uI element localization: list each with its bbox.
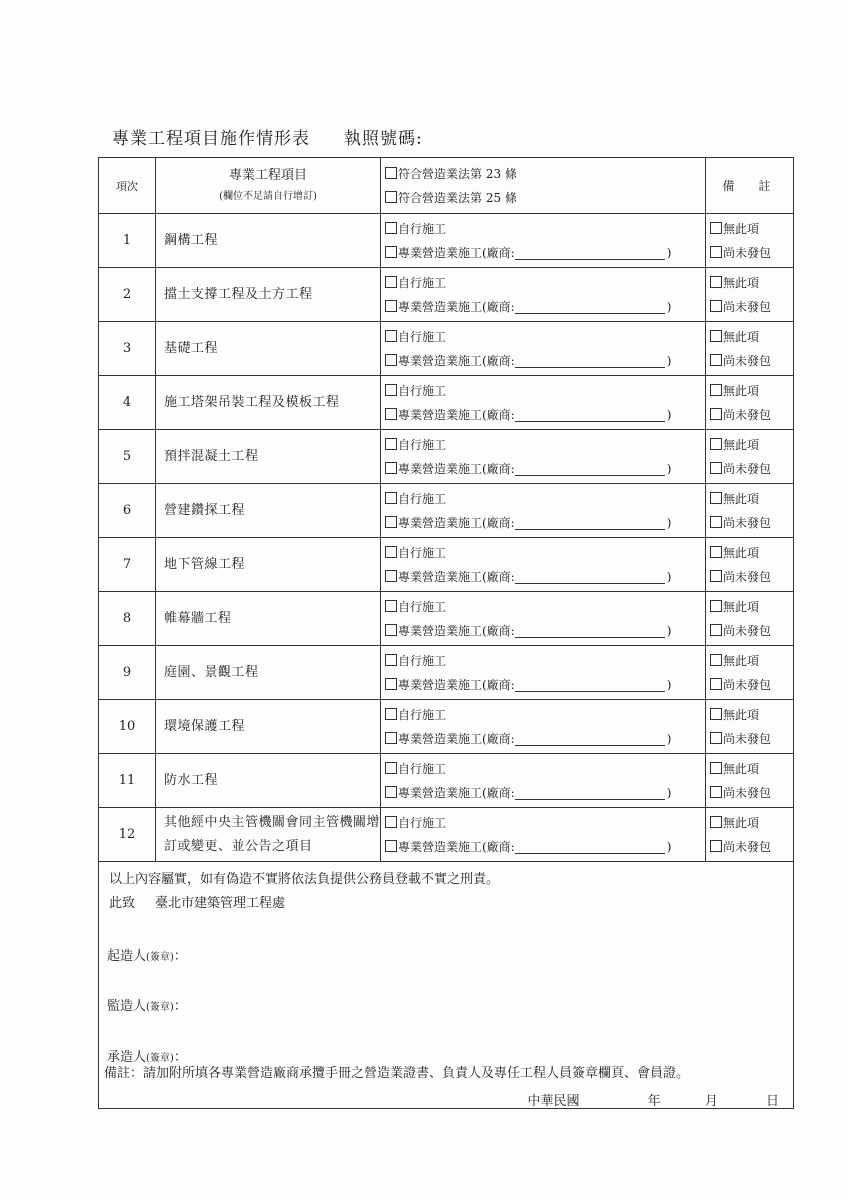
table-row <box>99 214 794 268</box>
not-contracted-label: 尚未發包 <box>723 569 772 584</box>
contractor-label: 專業營造業施工(廠商: <box>398 461 515 476</box>
header-remark: 備 註 <box>706 158 794 214</box>
contractor-label: 專業營造業施工(廠商: <box>398 677 515 692</box>
row-method-options <box>381 754 706 808</box>
row-remark-options <box>706 592 794 646</box>
no-item-option[interactable] <box>710 487 789 511</box>
owner-label: 起造人 <box>107 949 147 964</box>
row-item-name: 庭園、景觀工程 <box>156 646 381 700</box>
checkbox-icon[interactable] <box>710 462 722 474</box>
owner-seal-label: (簽章) <box>146 952 174 963</box>
checkbox-icon[interactable] <box>385 384 397 396</box>
no-item-label: 無此項 <box>723 383 760 398</box>
close-paren: ) <box>666 245 672 260</box>
not-contracted-label: 尚未發包 <box>723 515 772 530</box>
row-remark-options <box>706 700 794 754</box>
row-remark-options <box>706 214 794 268</box>
self-build-option[interactable] <box>385 487 701 511</box>
checkbox-icon[interactable] <box>710 570 722 582</box>
colon: ： <box>173 949 187 964</box>
row-number: 6 <box>99 484 156 538</box>
row-number: 8 <box>99 592 156 646</box>
close-paren: ) <box>666 299 672 314</box>
contractor-option[interactable] <box>385 835 701 859</box>
not-contracted-option[interactable] <box>710 403 789 427</box>
table-row <box>99 700 794 754</box>
table-row <box>99 538 794 592</box>
header-item-note: (欄位不足請自行增訂) <box>219 190 317 202</box>
vendor-name-field[interactable] <box>515 408 665 422</box>
contractor-option[interactable] <box>385 295 701 319</box>
checkbox-icon[interactable] <box>385 462 397 474</box>
row-method-options <box>381 700 706 754</box>
law-23-label: 符合營造業法第 23 條 <box>398 166 517 181</box>
checkbox-icon[interactable] <box>385 816 397 828</box>
addressee-prefix: 此致 <box>109 896 136 911</box>
close-paren: ) <box>666 731 672 746</box>
contractor-label: 專業營造業施工(廠商: <box>398 731 515 746</box>
not-contracted-option[interactable] <box>710 835 789 859</box>
law-23-option[interactable] <box>385 162 701 186</box>
not-contracted-label: 尚未發包 <box>723 731 772 746</box>
row-number: 12 <box>99 808 156 862</box>
checkbox-icon[interactable] <box>710 786 722 798</box>
table-row <box>99 754 794 808</box>
no-item-label: 無此項 <box>723 437 760 452</box>
close-paren: ) <box>666 785 672 800</box>
checkbox-icon[interactable] <box>385 570 397 582</box>
checkbox-icon[interactable] <box>710 300 722 312</box>
not-contracted-option[interactable] <box>710 781 789 805</box>
checkbox-icon[interactable] <box>385 191 397 203</box>
checkbox-icon[interactable] <box>385 546 397 558</box>
close-paren: ) <box>666 407 672 422</box>
self-build-label: 自行施工 <box>398 437 447 452</box>
checkbox-icon[interactable] <box>710 732 722 744</box>
no-item-option[interactable] <box>710 271 789 295</box>
row-remark-options <box>706 484 794 538</box>
row-remark-options <box>706 376 794 430</box>
contractor-label: 專業營造業施工(廠商: <box>398 515 515 530</box>
checkbox-icon[interactable] <box>710 222 722 234</box>
supervisor-seal-label: (簽章) <box>146 1002 174 1013</box>
row-item-name: 預拌混凝土工程 <box>156 430 381 484</box>
row-method-options <box>381 322 706 376</box>
date-day[interactable]: 日 <box>765 1094 779 1109</box>
addressee-line <box>109 892 285 911</box>
checkbox-icon[interactable] <box>385 246 397 258</box>
row-number: 7 <box>99 538 156 592</box>
row-item-name: 鋼構工程 <box>156 214 381 268</box>
checkbox-icon[interactable] <box>710 438 722 450</box>
contractor-option[interactable] <box>385 457 701 481</box>
checkbox-icon[interactable] <box>710 276 722 288</box>
header-item-title: 專業工程項目 <box>228 167 307 183</box>
row-number: 2 <box>99 268 156 322</box>
self-build-label: 自行施工 <box>398 491 447 506</box>
checkbox-icon[interactable] <box>385 276 397 288</box>
no-item-option[interactable] <box>710 541 789 565</box>
row-item-name: 防水工程 <box>156 754 381 808</box>
row-remark-options <box>706 808 794 862</box>
table-row <box>99 484 794 538</box>
checkbox-icon[interactable] <box>710 246 722 258</box>
supervisor-label: 監造人 <box>107 999 147 1014</box>
close-paren: ) <box>666 353 672 368</box>
row-item-name: 帷幕牆工程 <box>156 592 381 646</box>
close-paren: ) <box>666 569 672 584</box>
vendor-name-field[interactable] <box>515 678 665 692</box>
table-row <box>99 268 794 322</box>
contractor-option[interactable] <box>385 781 701 805</box>
contractor-option[interactable] <box>385 565 701 589</box>
vendor-name-field[interactable] <box>515 516 665 530</box>
no-item-label: 無此項 <box>723 329 760 344</box>
self-build-label: 自行施工 <box>398 221 447 236</box>
checkbox-icon[interactable] <box>385 354 397 366</box>
row-number: 4 <box>99 376 156 430</box>
checkbox-icon[interactable] <box>385 222 397 234</box>
not-contracted-option[interactable] <box>710 727 789 751</box>
self-build-option[interactable] <box>385 757 701 781</box>
contractor-label: 專業營造業施工(廠商: <box>398 785 515 800</box>
self-build-label: 自行施工 <box>398 545 447 560</box>
no-item-label: 無此項 <box>723 653 760 668</box>
not-contracted-option[interactable] <box>710 241 789 265</box>
row-remark-options <box>706 322 794 376</box>
not-contracted-option[interactable] <box>710 295 789 319</box>
checkbox-icon[interactable] <box>710 492 722 504</box>
row-remark-options <box>706 430 794 484</box>
not-contracted-label: 尚未發包 <box>723 785 772 800</box>
checkbox-icon[interactable] <box>385 167 397 179</box>
date-year[interactable]: 年 <box>647 1094 661 1109</box>
not-contracted-label: 尚未發包 <box>723 299 772 314</box>
no-item-option[interactable] <box>710 703 789 727</box>
contractor-label: 專業營造業施工(廠商: <box>398 623 515 638</box>
not-contracted-label: 尚未發包 <box>723 245 772 260</box>
not-contracted-option[interactable] <box>710 565 789 589</box>
checkbox-icon[interactable] <box>710 516 722 528</box>
form-title-line <box>112 124 423 149</box>
row-item-name: 環境保護工程 <box>156 700 381 754</box>
row-item-name: 擋土支撐工程及土方工程 <box>156 268 381 322</box>
contractor-option[interactable] <box>385 241 701 265</box>
not-contracted-option[interactable] <box>710 349 789 373</box>
owner-signature-field[interactable] <box>107 945 187 964</box>
self-build-option[interactable] <box>385 595 701 619</box>
checkbox-icon[interactable] <box>710 384 722 396</box>
checkbox-icon[interactable] <box>385 300 397 312</box>
row-method-options <box>381 214 706 268</box>
form-title: 專業工程項目施作情形表 <box>112 129 310 149</box>
not-contracted-option[interactable] <box>710 457 789 481</box>
no-item-label: 無此項 <box>723 275 760 290</box>
no-item-label: 無此項 <box>723 815 760 830</box>
no-item-option[interactable] <box>710 433 789 457</box>
checkbox-icon[interactable] <box>385 438 397 450</box>
contractor-option[interactable] <box>385 619 701 643</box>
vendor-name-field[interactable] <box>515 624 665 638</box>
license-number-label: 執照號碼: <box>344 129 423 149</box>
row-item-name: 其他經中央主管機關會同主管機關增訂或變更、並公告之項目 <box>156 808 381 862</box>
contractor-option[interactable] <box>385 403 701 427</box>
self-build-label: 自行施工 <box>398 707 447 722</box>
colon: ： <box>173 1050 187 1065</box>
row-number: 11 <box>99 754 156 808</box>
close-paren: ) <box>666 839 672 854</box>
row-item-name: 營建鑽探工程 <box>156 484 381 538</box>
checkbox-icon[interactable] <box>385 624 397 636</box>
self-build-option[interactable] <box>385 649 701 673</box>
checkbox-icon[interactable] <box>385 516 397 528</box>
contractor-label: 專業營造業施工(廠商: <box>398 245 515 260</box>
contractor-label: 專業營造業施工(廠商: <box>398 407 515 422</box>
no-item-option[interactable] <box>710 595 789 619</box>
checkbox-icon[interactable] <box>710 546 722 558</box>
no-item-option[interactable] <box>710 649 789 673</box>
contractor-option[interactable] <box>385 727 701 751</box>
vendor-name-field[interactable] <box>515 840 665 854</box>
checkbox-icon[interactable] <box>385 492 397 504</box>
self-build-option[interactable] <box>385 811 701 835</box>
declaration-text: 以上內容屬實，如有偽造不實將依法負提供公務員登載不實之刑責。 <box>109 872 500 887</box>
table-row <box>99 376 794 430</box>
vendor-name-field[interactable] <box>515 570 665 584</box>
builder-label: 承造人 <box>107 1050 147 1065</box>
contractor-label: 專業營造業施工(廠商: <box>398 299 515 314</box>
not-contracted-label: 尚未發包 <box>723 407 772 422</box>
self-build-label: 自行施工 <box>398 329 447 344</box>
close-paren: ) <box>666 515 672 530</box>
footnote: 備註：請加附所填各專業營造廠商承攬手冊之營造業證書、負責人及專任工程人員簽章欄頁、會員證。 <box>104 1066 690 1081</box>
checkbox-icon[interactable] <box>710 600 722 612</box>
row-number: 9 <box>99 646 156 700</box>
contractor-option[interactable] <box>385 511 701 535</box>
table-row <box>99 430 794 484</box>
no-item-label: 無此項 <box>723 761 760 776</box>
self-build-label: 自行施工 <box>398 275 447 290</box>
contractor-option[interactable] <box>385 673 701 697</box>
checkbox-icon[interactable] <box>385 678 397 690</box>
checkbox-icon[interactable] <box>385 654 397 666</box>
vendor-name-field[interactable] <box>515 300 665 314</box>
no-item-label: 無此項 <box>723 491 760 506</box>
row-method-options <box>381 430 706 484</box>
table-header-row <box>99 158 794 214</box>
no-item-option[interactable] <box>710 325 789 349</box>
self-build-label: 自行施工 <box>398 653 447 668</box>
row-number: 3 <box>99 322 156 376</box>
no-item-label: 無此項 <box>723 599 760 614</box>
contractor-label: 專業營造業施工(廠商: <box>398 569 515 584</box>
row-number: 1 <box>99 214 156 268</box>
checkbox-icon[interactable] <box>385 786 397 798</box>
row-method-options <box>381 484 706 538</box>
row-item-name: 基礎工程 <box>156 322 381 376</box>
table-row <box>99 646 794 700</box>
row-method-options <box>381 646 706 700</box>
checkbox-icon[interactable] <box>710 708 722 720</box>
table-row <box>99 592 794 646</box>
row-item-name: 地下管線工程 <box>156 538 381 592</box>
checkbox-icon[interactable] <box>710 762 722 774</box>
checkbox-icon[interactable] <box>710 408 722 420</box>
checkbox-icon[interactable] <box>385 708 397 720</box>
checkbox-icon[interactable] <box>385 732 397 744</box>
checkbox-icon[interactable] <box>385 762 397 774</box>
self-build-option[interactable] <box>385 541 701 565</box>
self-build-option[interactable] <box>385 217 701 241</box>
not-contracted-label: 尚未發包 <box>723 839 772 854</box>
row-method-options <box>381 538 706 592</box>
checkbox-icon[interactable] <box>710 678 722 690</box>
not-contracted-option[interactable] <box>710 673 789 697</box>
no-item-label: 無此項 <box>723 707 760 722</box>
checkbox-icon[interactable] <box>385 600 397 612</box>
row-remark-options <box>706 646 794 700</box>
checkbox-icon[interactable] <box>710 816 722 828</box>
row-number: 10 <box>99 700 156 754</box>
contractor-label: 專業營造業施工(廠商: <box>398 839 515 854</box>
supervisor-signature-field[interactable] <box>107 995 187 1014</box>
close-paren: ) <box>666 677 672 692</box>
vendor-name-field[interactable] <box>515 462 665 476</box>
no-item-label: 無此項 <box>723 221 760 236</box>
checkbox-icon[interactable] <box>710 654 722 666</box>
builder-seal-label: (簽章) <box>146 1053 174 1064</box>
row-item-name: 施工塔架吊裝工程及模板工程 <box>156 376 381 430</box>
no-item-label: 無此項 <box>723 545 760 560</box>
checkbox-icon[interactable] <box>385 330 397 342</box>
close-paren: ) <box>666 461 672 476</box>
row-remark-options <box>706 754 794 808</box>
contractor-label: 專業營造業施工(廠商: <box>398 353 515 368</box>
vendor-name-field[interactable] <box>515 732 665 746</box>
self-build-label: 自行施工 <box>398 815 447 830</box>
self-build-option[interactable] <box>385 703 701 727</box>
checkbox-icon[interactable] <box>710 624 722 636</box>
table-row <box>99 322 794 376</box>
no-item-option[interactable] <box>710 757 789 781</box>
not-contracted-label: 尚未發包 <box>723 623 772 638</box>
no-item-option[interactable] <box>710 217 789 241</box>
construction-items-table <box>98 157 794 1109</box>
close-paren: ) <box>666 623 672 638</box>
date-era: 中華民國 <box>527 1094 580 1109</box>
not-contracted-label: 尚未發包 <box>723 353 772 368</box>
date-line <box>528 1090 779 1109</box>
self-build-option[interactable] <box>385 325 701 349</box>
no-item-option[interactable] <box>710 379 789 403</box>
header-item <box>156 158 381 214</box>
not-contracted-option[interactable] <box>710 511 789 535</box>
law-25-option[interactable] <box>385 186 701 210</box>
checkbox-icon[interactable] <box>385 840 397 852</box>
self-build-label: 自行施工 <box>398 761 447 776</box>
self-build-option[interactable] <box>385 271 701 295</box>
self-build-label: 自行施工 <box>398 383 447 398</box>
contractor-option[interactable] <box>385 349 701 373</box>
no-item-option[interactable] <box>710 811 789 835</box>
law-25-label: 符合營造業法第 25 條 <box>398 190 517 205</box>
table-row <box>99 808 794 862</box>
checkbox-icon[interactable] <box>710 330 722 342</box>
checkbox-icon[interactable] <box>710 354 722 366</box>
addressee-name: 臺北市建築管理工程處 <box>155 896 286 911</box>
vendor-name-field[interactable] <box>515 246 665 260</box>
not-contracted-label: 尚未發包 <box>723 677 772 692</box>
row-number: 5 <box>99 430 156 484</box>
vendor-name-field[interactable] <box>515 786 665 800</box>
row-remark-options <box>706 268 794 322</box>
header-no: 項次 <box>99 158 156 214</box>
self-build-label: 自行施工 <box>398 599 447 614</box>
checkbox-icon[interactable] <box>710 840 722 852</box>
not-contracted-option[interactable] <box>710 619 789 643</box>
self-build-option[interactable] <box>385 379 701 403</box>
self-build-option[interactable] <box>385 433 701 457</box>
row-method-options <box>381 376 706 430</box>
not-contracted-label: 尚未發包 <box>723 461 772 476</box>
colon: ： <box>173 999 187 1014</box>
row-remark-options <box>706 538 794 592</box>
row-method-options <box>381 592 706 646</box>
row-method-options <box>381 268 706 322</box>
checkbox-icon[interactable] <box>385 408 397 420</box>
vendor-name-field[interactable] <box>515 354 665 368</box>
date-month[interactable]: 月 <box>704 1094 718 1109</box>
row-method-options <box>381 808 706 862</box>
header-law-options <box>381 158 706 214</box>
